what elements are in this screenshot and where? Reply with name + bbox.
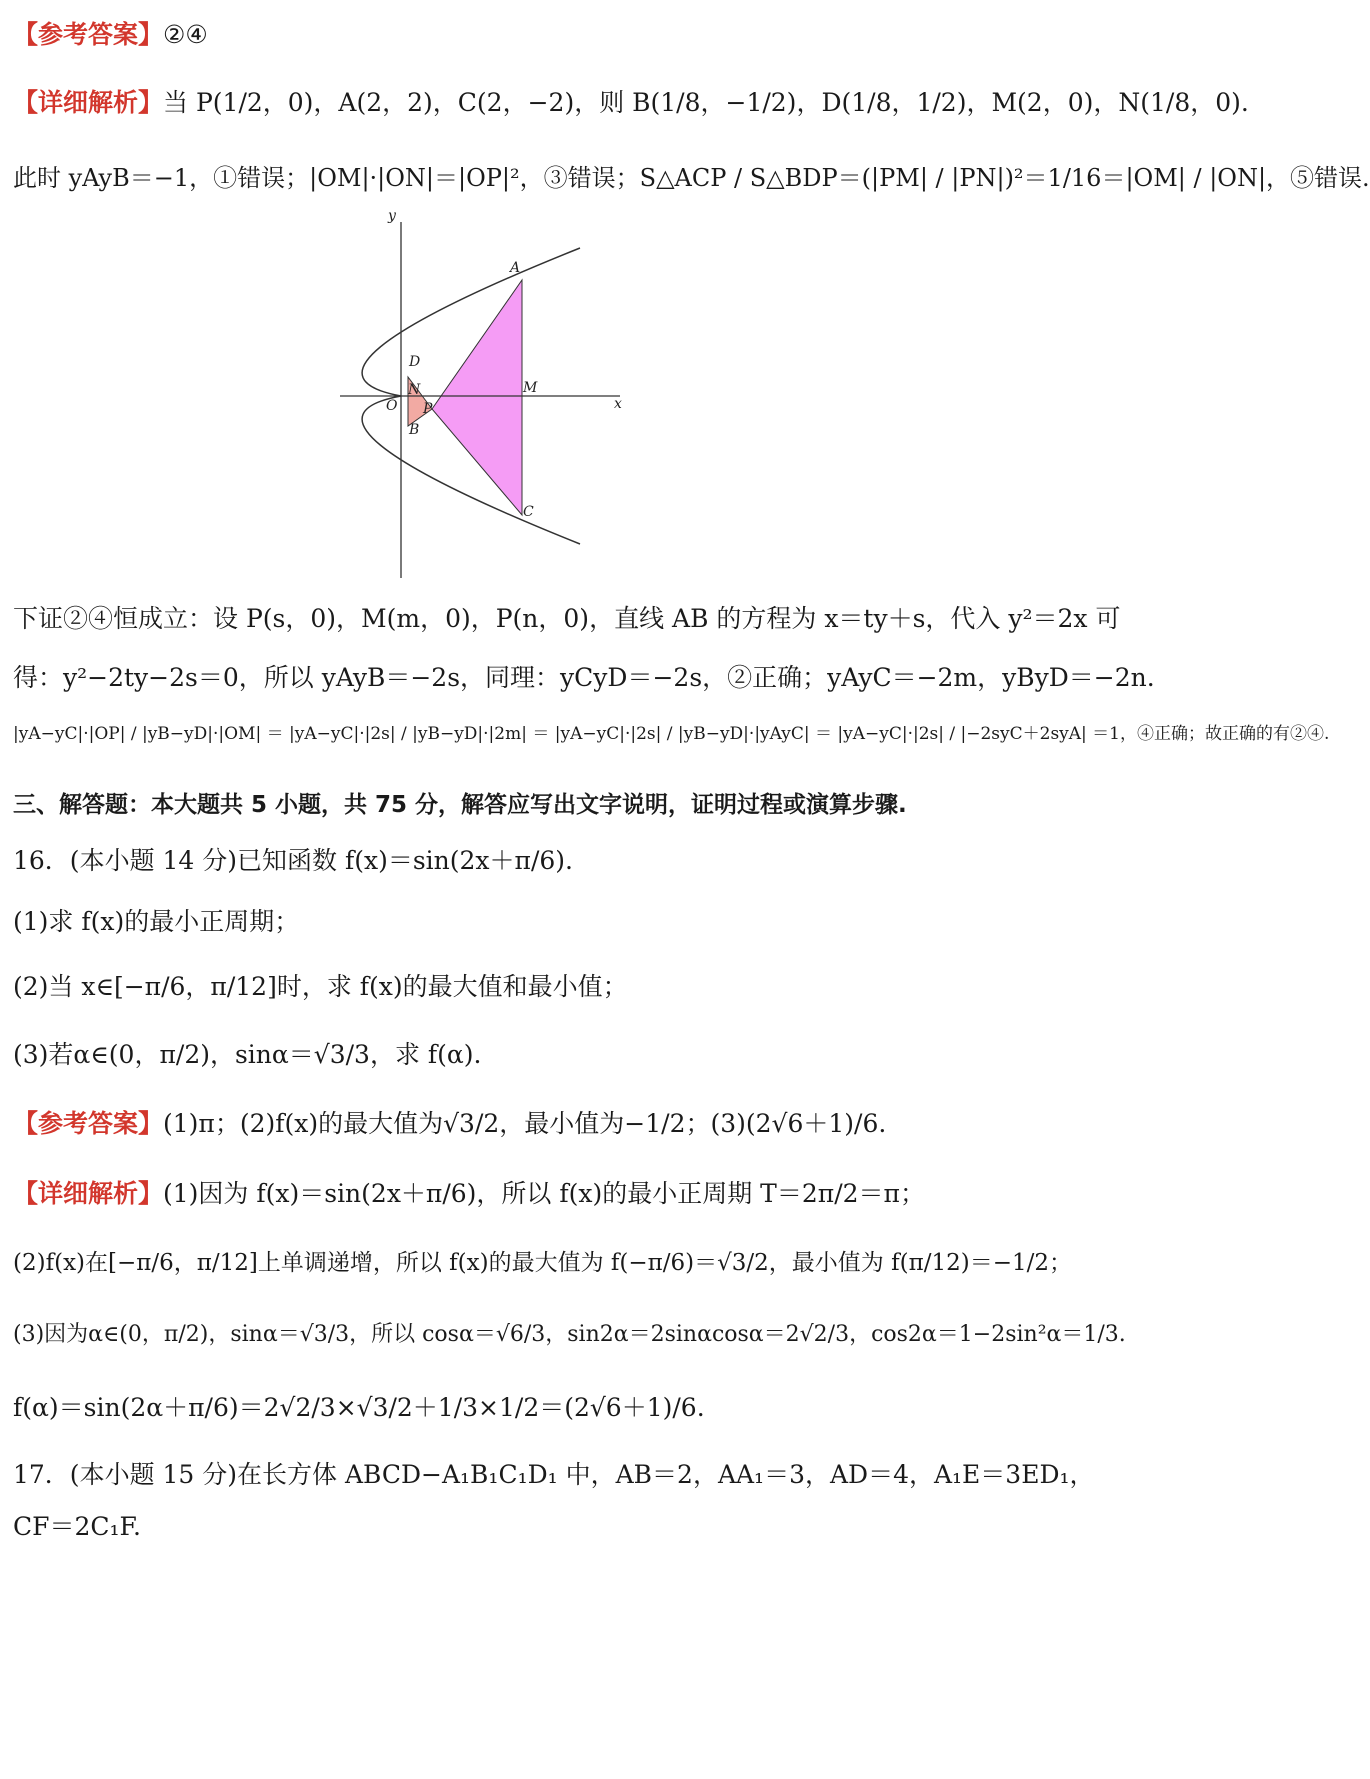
analysis-text-1: 当 P(1/2，0)，A(2，2)，C(2，−2)，则 B(1/8，−1/2)，D(1/8，1/2)，M(2，0)，N(1/8，0).: [163, 88, 1249, 117]
q16-analysis-line-2: [13, 1250, 1070, 1278]
q16-analysis-text-3: (3)因为α∈(0，π/2)，sinα＝√3/3，所以 cosα＝√6/3，sin2α＝2sinαcosα＝2√2/3，cos2α＝1−2sin²α＝1/3.: [13, 1322, 1126, 1347]
section-three-text: 三、解答题：本大题共 5 小题，共 75 分，解答应写出文字说明，证明过程或演算步骤.: [13, 792, 907, 818]
proof-text-2: 得：y²−2ty−2s＝0，所以 yAyB＝−2s，同理：yCyD＝−2s，②正确；yAyC＝−2m，yByD＝−2n.: [13, 663, 1155, 692]
analysis-line-1: [13, 88, 1249, 118]
q16-answer-text: (1)π；(2)f(x)的最大值为√3/2，最小值为−1/2；(3)(2√6＋1)/6.: [163, 1109, 887, 1138]
analysis-line-2: [13, 164, 1370, 193]
q16-part-2-text: (2)当 x∈[−π/6，π/12]时，求 f(x)的最大值和最小值；: [13, 972, 628, 1001]
q16-analysis-text-1: (1)因为 f(x)＝sin(2x＋π/6)，所以 f(x)的最小正周期 T＝2π/2＝π；: [163, 1179, 925, 1208]
label-a: A: [510, 260, 521, 276]
q16-analysis-text-4: f(α)＝sin(2α＋π/6)＝2√2/3×√3/2＋1/3×1/2＝(2√6＋1)/6.: [13, 1393, 705, 1422]
q16-stem: [13, 846, 1070, 876]
proof-text-3: |yA−yC|·|OP| / |yB−yD|·|OM| ＝ |yA−yC|·|2s| / |yB−yD|·|2m| ＝ |yA−yC|·|2s| / |yB−yD|·|yAyC| ＝ |yA−yC|·|2s| / |−2syC＋2syA| ＝1，④正确；故正确的有②④.: [13, 724, 1330, 744]
q16-analysis-line-4: [13, 1393, 1070, 1423]
section-three-heading: [13, 792, 1070, 820]
parabola-figure: [380, 208, 720, 662]
q16-answer-line: [13, 1109, 1070, 1139]
q16-answer-tag: 【参考答案】: [13, 1109, 164, 1138]
analysis-tag: 【详细解析】: [13, 88, 164, 117]
q16-analysis-tag: 【详细解析】: [13, 1179, 164, 1208]
q16-part-3-text: (3)若α∈(0，π/2)，sinα＝√3/3，求 f(α).: [13, 1040, 482, 1069]
q16-part-1-text: (1)求 f(x)的最小正周期；: [13, 907, 300, 936]
label-m: M: [523, 380, 538, 396]
label-b: B: [409, 422, 420, 438]
label-y: y: [388, 208, 396, 224]
label-p: P: [423, 401, 433, 417]
analysis-text-2: 此时 yAyB＝−1，①错误；|OM|·|ON|＝|OP|²，③错误；S△ACP / S△BDP＝(|PM| / |PN|)²＝1/16＝|OM| / |ON|，⑤错误.: [13, 164, 1370, 192]
q16-analysis-line-3: [13, 1322, 1126, 1348]
label-n: N: [408, 382, 421, 398]
proof-line-3: [13, 724, 1330, 744]
q17-stem: [13, 1460, 1095, 1490]
q17-stem-text: 17．(本小题 15 分)在长方体 ABCD−A₁B₁C₁D₁ 中，AB＝2，AA₁＝3，AD＝4，A₁E＝3ED₁，: [13, 1460, 1095, 1489]
q17-stem-2-text: CF＝2C₁F.: [13, 1512, 141, 1541]
q16-part-1: [13, 907, 1070, 937]
proof-text-1: 下证②④恒成立：设 P(s，0)，M(m，0)，P(n，0)，直线 AB 的方程为 x＝ty＋s，代入 y²＝2x 可: [13, 604, 1121, 633]
q16-part-2: [13, 972, 1070, 1002]
q16-stem-text: 16．(本小题 14 分)已知函数 f(x)＝sin(2x＋π/6).: [13, 846, 573, 875]
q16-analysis-text-2: (2)f(x)在[−π/6，π/12]上单调递增，所以 f(x)的最大值为 f(−π/6)＝√3/2，最小值为 f(π/12)＝−1/2；: [13, 1250, 1072, 1276]
reference-answer-tag: 【参考答案】: [13, 20, 164, 49]
label-c: C: [523, 504, 534, 520]
q16-analysis-line-1: [13, 1179, 1070, 1209]
proof-line-1: [13, 604, 1121, 634]
q17-stem-2: [13, 1512, 1070, 1542]
proof-line-2: [13, 663, 1155, 693]
q16-part-3: [13, 1040, 1070, 1070]
reference-answer-line: [13, 20, 1070, 50]
reference-answer-text: ②④: [163, 20, 208, 49]
triangle-acp: [432, 280, 522, 515]
label-d: D: [409, 354, 421, 370]
label-o: O: [386, 398, 398, 414]
label-x: x: [614, 396, 622, 412]
